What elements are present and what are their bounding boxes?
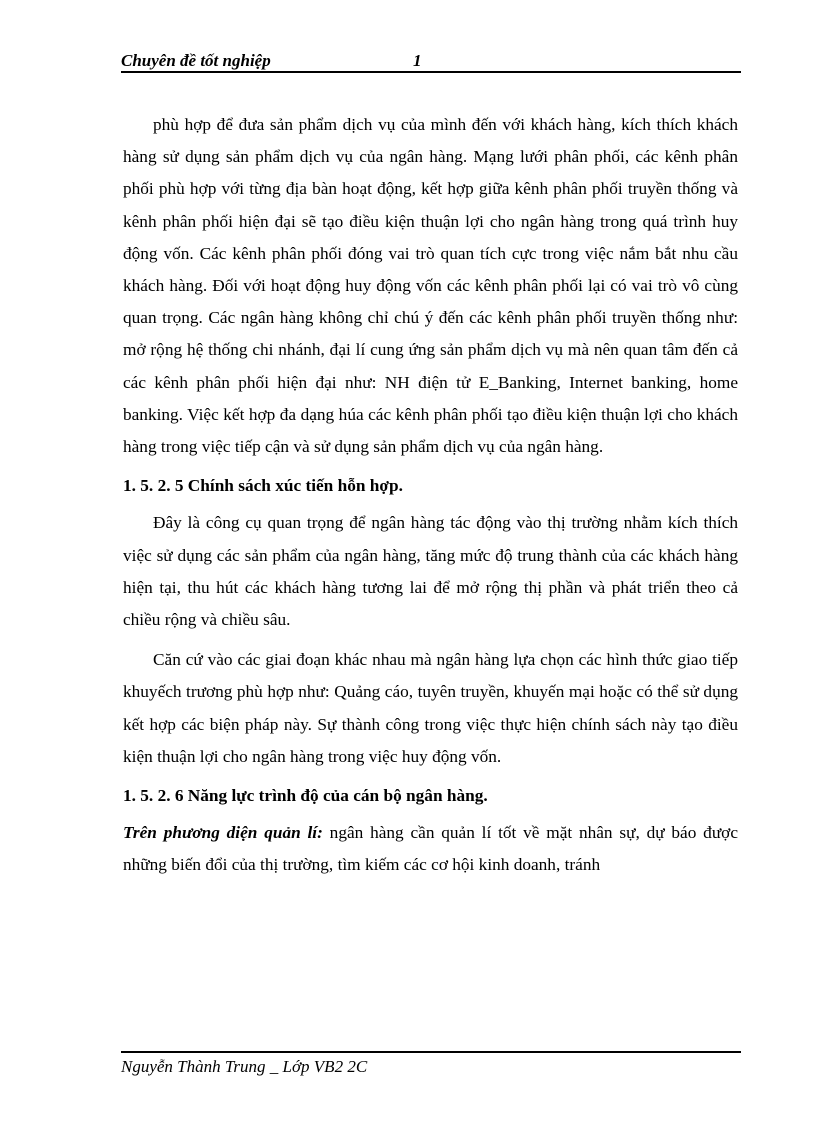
paragraph-promotion-tool: Đây là công cụ quan trọng để ngân hàng tác động vào thị trường nhằm kích thích việc sử dụng các sản phẩm của ngân hàng, tăng mức độ trung thành của các khách hàng hiện tại, thu hút các khách hàng tương lai để mở rộng thị phần và phát triển theo cả chiều rộng và chiều sâu. (123, 513, 738, 630)
section-heading-promotion: 1. 5. 2. 5 Chính sách xúc tiến hỗn hợp. (123, 476, 403, 496)
page-number: 1 (413, 51, 422, 70)
paragraph-distribution-channels: phù hợp để đưa sản phẩm dịch vụ của mình đến với khách hàng, kích thích khách hàng sử dụng sản phẩm dịch vụ của ngân hàng. Mạng lưới phân phối, các kênh phân phối phù hợp với từng địa bàn hoạt động, kết hợp giữa kênh phân phối truyền thống và kênh phân phối hiện đại sẽ tạo điều kiện thuận lợi cho ngân hàng trong quá trình huy động vốn. Các kênh phân phối đóng vai trò quan tích cực trong việc nắm bắt nhu cầu khách hàng. Đối với hoạt động huy động vốn các kênh phân phối lại có vai trò vô cùng quan trọng. Các ngân hàng không chỉ chú ý đến các kênh phân phối truyền thống như: mở rộng hệ thống chi nhánh, đại lí cung ứng sản phẩm dịch vụ mà nên quan tâm đến cả các kênh phân phối hiện đại như: NH điện tử E_Banking, Internet banking, home banking. Việc kết hợp đa dạng húa các kênh phân phối tạo điều kiện thuận lợi cho khách hàng trong việc tiếp cận và sử dụng sản phẩm dịch vụ của ngân hàng. (123, 115, 738, 457)
document-body (123, 109, 738, 882)
spacer (123, 636, 738, 644)
page-header (121, 47, 741, 73)
document-title: Chuyên đề tốt nghiệp (121, 51, 271, 70)
footer-author: Nguyễn Thành Trung _ Lớp VB2 2C (121, 1057, 368, 1076)
paragraph-promotion-stages: Căn cứ vào các giai đoạn khác nhau mà ngân hàng lựa chọn các hình thức giao tiếp khuyếch trương phù hợp như: Quảng cáo, tuyên truyền, khuyến mại hoặc có thể sử dụng kết hợp các biện pháp này. Sự thành công trong việc thực hiện chính sách này tạo điều kiện thuận lợi cho ngân hàng trong việc huy động vốn. (123, 650, 738, 766)
page-footer (121, 1051, 741, 1077)
section-heading-staff-capacity: 1. 5. 2. 6 Năng lực trình độ của cán bộ ngân hàng. (123, 786, 488, 806)
paragraph-management (123, 817, 738, 881)
management-text: ngân hàng cần quản lí tốt về mặt nhân sự, dự báo được những biến đổi của thị trường, tìm kiếm các cơ hội kinh doanh, tránh (123, 823, 738, 875)
management-lead: Trên phương diện quản lí: (123, 823, 323, 843)
